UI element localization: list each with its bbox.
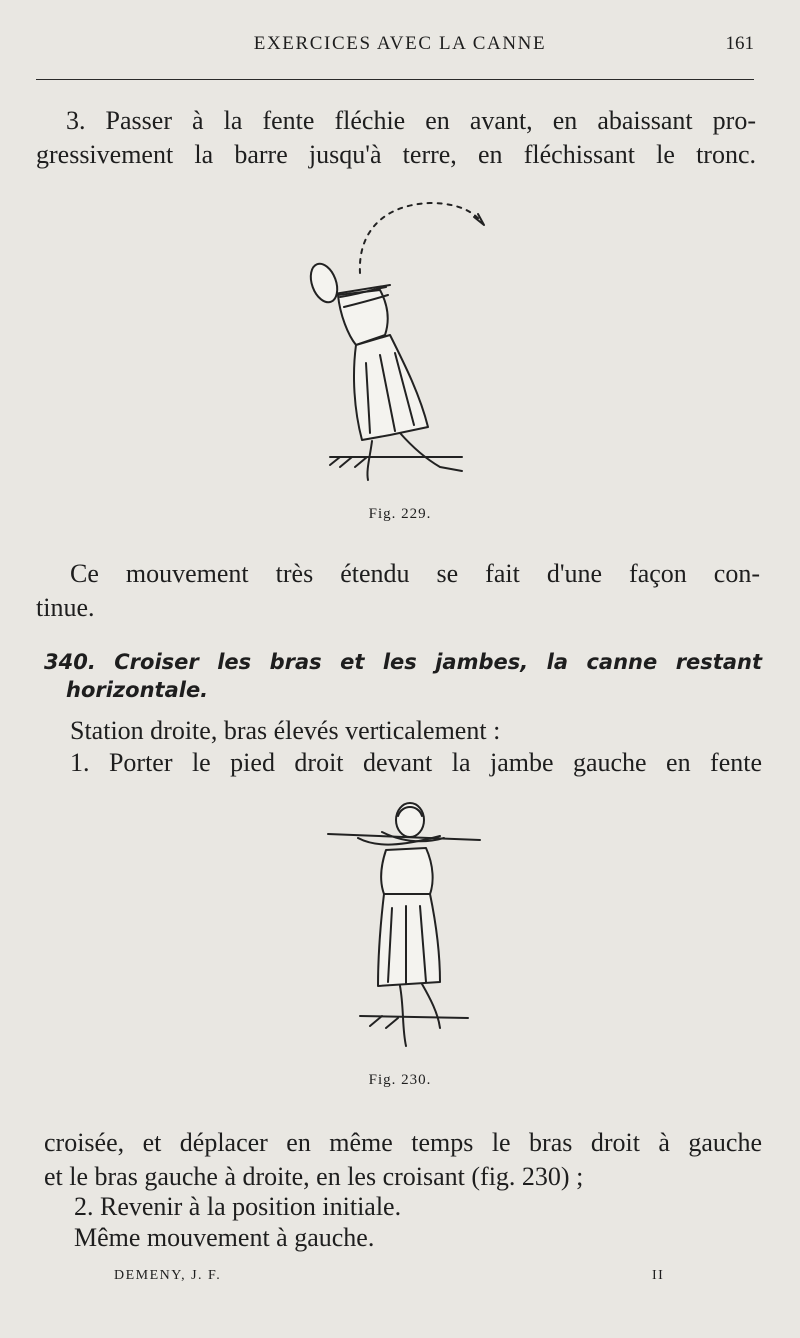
same-movement-text: Même mouvement à gauche. [74, 1223, 375, 1252]
footer-signature: II [652, 1268, 665, 1283]
running-header: EXERCICES AVEC LA CANNE [253, 33, 547, 54]
station-text: Station droite, bras élevés verticalement : [70, 716, 501, 745]
step-1-continuation-line-2: et le bras gauche à droite, en les croisant (fig. 230) ; [44, 1162, 584, 1191]
figure-230-illustration [322, 798, 487, 1058]
step-1-continuation-line-1: croisée, et déplacer en même temps le bras droit à gauche [44, 1128, 762, 1157]
step-3-line-1: 3. Passer à la fente fléchie en avant, en abaissant pro- [66, 106, 756, 135]
figure-229-illustration [300, 195, 490, 490]
continuation-line-2: tinue. [36, 593, 95, 622]
page-number: 161 [725, 33, 754, 54]
figure-229-caption: Fig. 229. [368, 506, 432, 522]
section-340-heading-line-2: horizontale. [66, 678, 209, 702]
header-rule [36, 79, 754, 80]
continuation-line-1: Ce mouvement très étendu se fait d'une façon con- [70, 559, 760, 588]
step-2-text: 2. Revenir à la position initiale. [74, 1192, 402, 1221]
footer-author: DEMENY, J. F. [114, 1268, 222, 1283]
section-340-heading-line-1: 340. Croiser les bras et les jambes, la canne restant [44, 650, 762, 674]
figure-230-caption: Fig. 230. [368, 1072, 432, 1088]
step-1-line-1: 1. Porter le pied droit devant la jambe gauche en fente [70, 748, 762, 777]
step-3-line-2: gressivement la barre jusqu'à terre, en fléchissant le tronc. [36, 140, 756, 169]
